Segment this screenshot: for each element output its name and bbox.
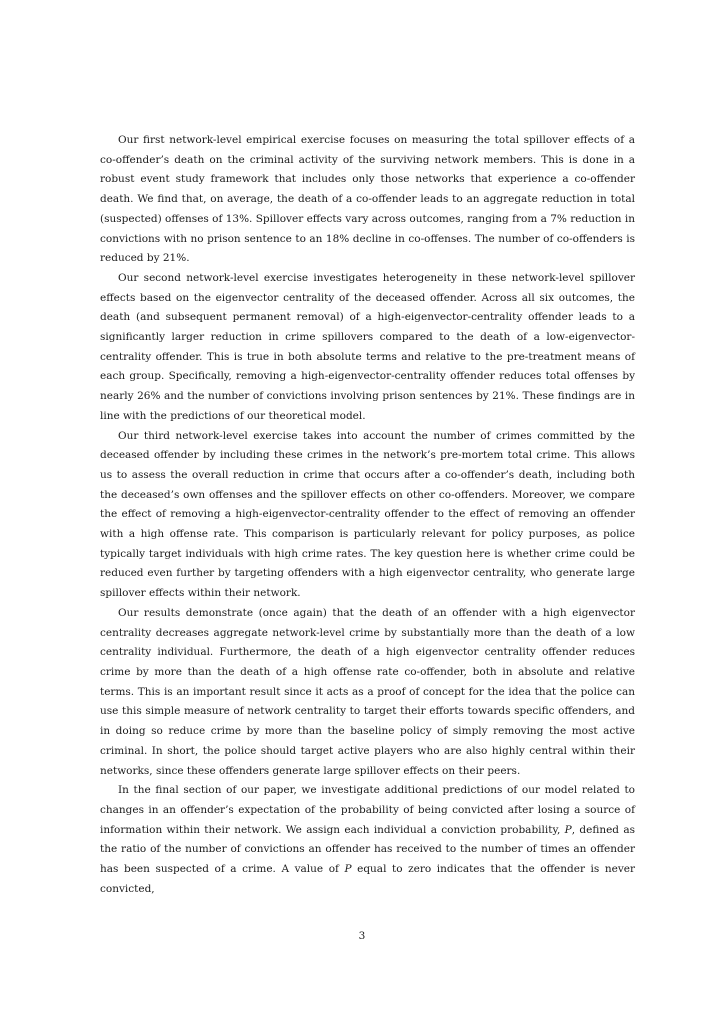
page-number: 3 xyxy=(358,930,366,942)
paragraph-1: Our first network-level empirical exercise focuses on measuring the total spillover effects of a co-offender’s death on the criminal activity of the surviving network members. This is done in a robust event study framework that includes only those networks that experience a co-offender death. We find that, on average, the death of a co-offender leads to an aggregate reduction in total (suspected) offenses of 13%. Spillover effects vary across outcomes, ranging from a 7% reduction in convictions with no prison sentence to an 18% decline in co-offenses. The number of co-offenders is reduced by 21%. xyxy=(100,134,635,265)
paragraph-5-text-c: equal to zero indicates that the offender is never convicted, xyxy=(100,863,635,895)
paragraph-5-text-a: In the final section of our paper, we investigate additional predictions of our model related to changes in an offender’s expectation of the probability of being convicted after losing a source of information within their network. We assign each individual a conviction probability, xyxy=(100,784,635,836)
paragraph-4: Our results demonstrate (once again) that the death of an offender with a high eigenvector centrality decreases aggregate network-level crime by substantially more than the death of a low centrality individual. Furthermore, the death of a high eigenvector centrality offender reduces crime by more than the death of a high offense rate co-offender, both in absolute and relative terms. This is an important result since it acts as a proof of concept for the idea that the police can use this simple measure of network centrality to target their efforts towards specific offenders, and in doing so reduce crime by more than the baseline policy of simply removing the most active criminal. In short, the police should target active players who are also highly central within their networks, since these offenders generate large spillover effects on their peers. xyxy=(100,606,635,777)
paragraph-5-text-b: , defined as the ratio of the number of convictions an offender has received to the number of times an offender has been suspected of a crime. A value of xyxy=(100,823,635,876)
paragraph-3: Our third network-level exercise takes into account the number of crimes committed by the deceased offender by including these crimes in the network’s pre-mortem total crime. This allows us to assess the overall reduction in crime that occurs after a co-offender’s death, including both the deceased’s own offenses and the spillover effects on other co-offenders. Moreover, we compare the effect of removing a high-eigenvector-centrality offender to the effect of removing an offender with a high offense rate. This comparison is particularly relevant for policy purposes, as police typically target individuals with high crime rates. The key question here is whether crime could be reduced even further by targeting offenders with a high eigenvector centrality, who generate large spillover effects within their network. xyxy=(100,429,635,600)
paragraph-5 xyxy=(100,781,635,899)
body-text xyxy=(100,131,635,899)
paragraph-2: Our second network-level exercise investigates heterogeneity in these network-level spillover effects based on the eigenvector centrality of the deceased offender. Across all six outcomes, the death (and subsequent permanent removal) of a high-eigenvector-centrality offender leads to a significantly larger reduction in crime spillovers compared to the death of a low-eigenvector-centrality offender. This is true in both absolute terms and relative to the pre-treatment means of each group. Specifically, removing a high-eigenvector-centrality offender reduces total offenses by nearly 26% and the number of convictions involving prison sentences by 21%. These findings are in line with the predictions of our theoretical model. xyxy=(100,271,635,422)
math-variable-p: P xyxy=(344,863,352,876)
math-variable-p: P xyxy=(564,823,572,836)
